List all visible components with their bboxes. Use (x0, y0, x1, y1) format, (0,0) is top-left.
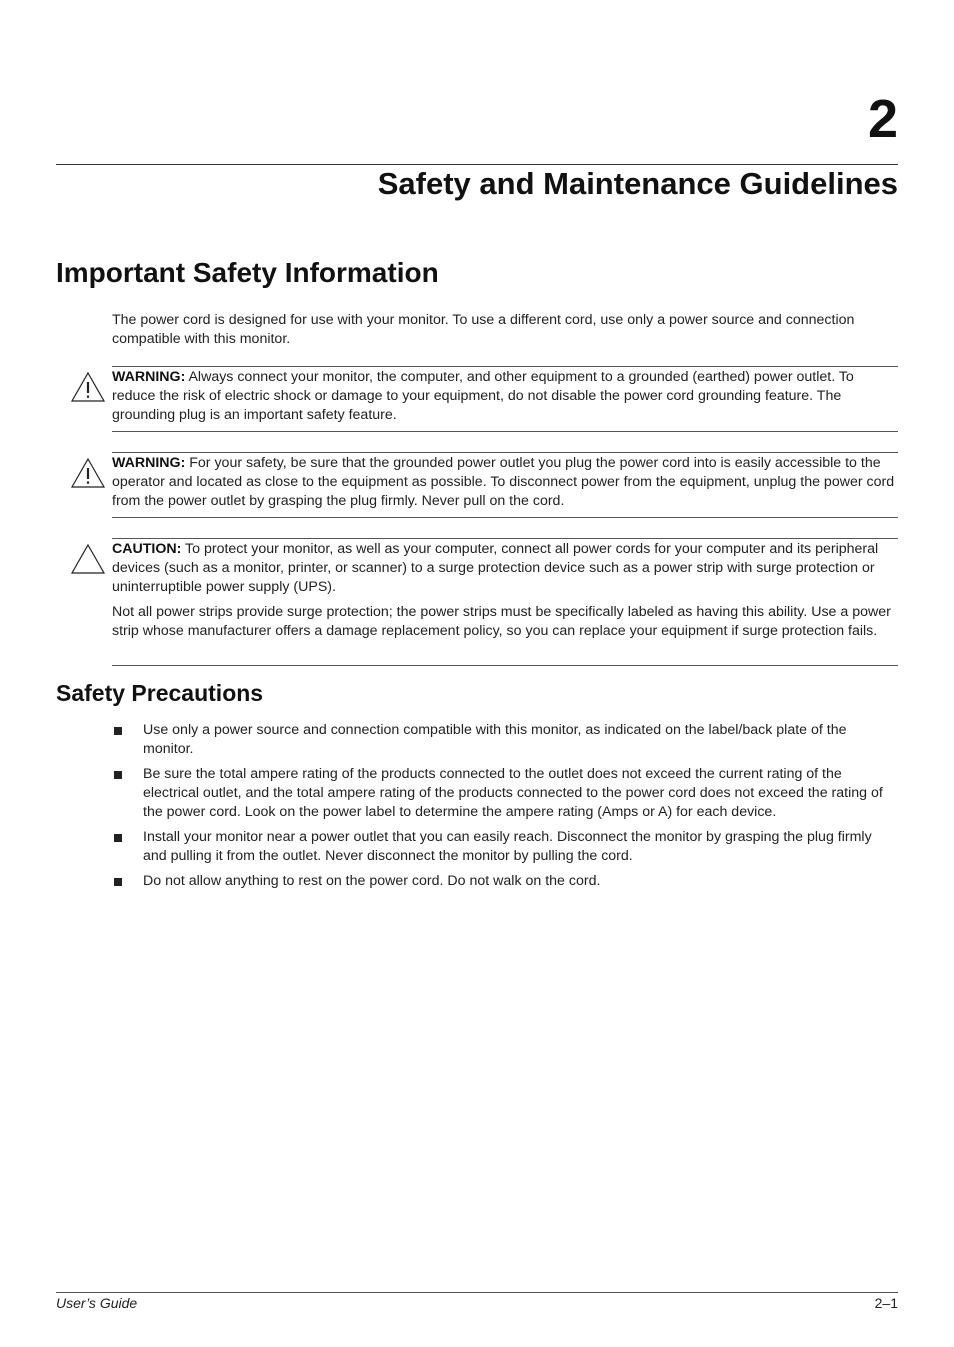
list-item-text: Be sure the total ampere rating of the products connected to the outlet does not exceed the current rating of the electrical outlet, and the total ampere rating of the products connected to the power cord does not exceed the rating of the power cord. Look on the power label to determine the ampere rating (Amps or A) for each device. (143, 766, 883, 820)
note-extra-text: Not all power strips provide surge protection; the power strips must be specifically labeled as having this ability. Use a power strip whose manufacturer offers a damage replacement policy, so you can replace your equipment if surge protection fails. (112, 604, 891, 639)
footer-divider (56, 1292, 898, 1293)
warning-triangle-icon (70, 457, 106, 489)
warning-note-2 (56, 452, 898, 518)
list-item (112, 765, 898, 822)
warning-note-1 (56, 366, 898, 432)
note-text: For your safety, be sure that the grounded power outlet you plug the power cord into is easily accessible to the operator and located as close to the equipment as possible. To disconnect power from the equipment, unplug the power cord from the power outlet by grasping the plug firmly. Never pull on the cord. (112, 455, 895, 509)
footer-page-number: 2–1 (874, 1295, 898, 1311)
list-item-text: Do not allow anything to rest on the power cord. Do not walk on the cord. (143, 873, 601, 889)
list-item-text: Use only a power source and connection compatible with this monitor, as indicated on the label/back plate of the monitor. (143, 722, 847, 757)
note-bottom-rule (112, 517, 898, 518)
warning-triangle-icon (70, 371, 106, 403)
note-body (112, 540, 898, 641)
list-item (112, 721, 898, 759)
note-label: CAUTION: (112, 541, 182, 557)
note-label: WARNING: (112, 455, 186, 471)
caution-note (56, 538, 898, 666)
note-text: To protect your monitor, as well as your computer, connect all power cords for your computer and its peripheral devices (such as a monitor, printer, or scanner) to a surge protection device such as a power strip with surge protection or uninterruptible power supply (UPS). (112, 541, 879, 595)
note-label: WARNING: (112, 369, 186, 385)
caution-triangle-icon (70, 543, 106, 575)
note-top-rule (112, 366, 898, 367)
intro-paragraph: The power cord is designed for use with your monitor. To use a different cord, use only a power source and connection compatible with this monitor. (112, 312, 855, 347)
chapter-title: Safety and Maintenance Guidelines (377, 166, 898, 201)
note-top-rule (112, 538, 898, 539)
bullet-square-icon (114, 878, 122, 886)
chapter-number: 2 (867, 89, 898, 149)
bullet-square-icon (114, 727, 122, 735)
note-bottom-rule (112, 665, 898, 666)
footer-guide-title: User’s Guide (56, 1295, 138, 1311)
note-body (112, 368, 898, 425)
section-heading-safety-precautions: Safety Precautions (56, 680, 264, 706)
note-body (112, 454, 898, 511)
bullet-square-icon (114, 834, 122, 842)
list-item (112, 872, 898, 891)
note-text: Always connect your monitor, the computer, and other equipment to a grounded (earthed) power outlet. To reduce the risk of electric shock or damage to your equipment, do not disable the power cord grounding feature. The grounding plug is an important safety feature. (112, 369, 854, 423)
precautions-list (112, 721, 898, 897)
note-top-rule (112, 452, 898, 453)
list-item-text: Install your monitor near a power outlet that you can easily reach. Disconnect the monitor by grasping the plug firmly and pulling it from the outlet. Never disconnect the monitor by pulling the cord. (143, 829, 872, 864)
section-heading-important-safety: Important Safety Information (56, 257, 439, 288)
note-bottom-rule (112, 431, 898, 432)
list-item (112, 828, 898, 866)
bullet-square-icon (114, 771, 122, 779)
chapter-divider (56, 164, 898, 165)
